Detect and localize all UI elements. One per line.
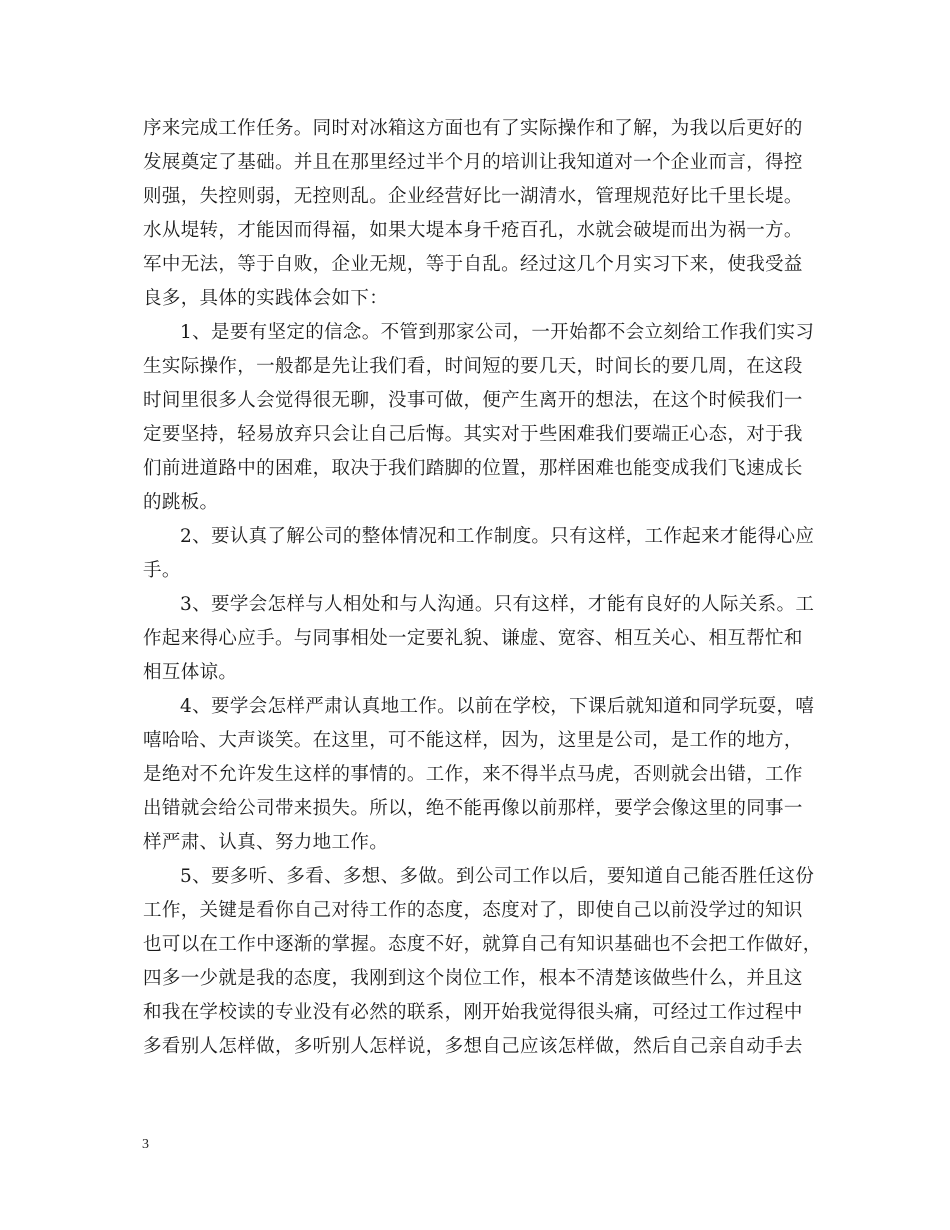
text-line: 多看别人怎样做，多听别人怎样说，多想自己应该怎样做，然后自己亲自动手去 xyxy=(143,1036,803,1057)
text-line: 的跳板。 xyxy=(143,492,219,513)
text-line: 时间里很多人会觉得很无聊，没事可做，便产生离开的想法，在这个时候我们一 xyxy=(143,390,803,411)
text-line: 工作，关键是看你自己对待工作的态度，态度对了，即使自己以前没学过的知识 xyxy=(143,900,803,921)
text-line: 军中无法，等于自败，企业无规，等于自乱。经过这几个月实习下来，使我受益 xyxy=(143,254,803,275)
paragraph-5-start: 5、要多听、多看、多想、多做。到公司工作以后，要知道自己能否胜任这份 xyxy=(180,866,815,887)
text-line: 则强，失控则弱，无控则乱。企业经营好比一湖清水，管理规范好比千里长堤。 xyxy=(143,186,803,207)
text-line: 定要坚持，轻易放弃只会让自己后悔。其实对于些困难我们要端正心态，对于我 xyxy=(143,424,803,445)
page-number: 3 xyxy=(142,1137,149,1152)
paragraph-4-start: 4、要学会怎样严肃认真地工作。以前在学校，下课后就知道和同学玩耍，嘻 xyxy=(180,696,815,717)
text-line: 生实际操作，一般都是先让我们看，时间短的要几天，时间长的要几周，在这段 xyxy=(143,356,803,377)
text-line: 和我在学校读的专业没有必然的联系，刚开始我觉得很头痛，可经过工作过程中 xyxy=(143,1002,803,1023)
text-line: 嘻哈哈、大声谈笑。在这里，可不能这样，因为，这里是公司，是工作的地方， xyxy=(143,730,803,751)
text-line: 出错就会给公司带来损失。所以，绝不能再像以前那样，要学会像这里的同事一 xyxy=(143,798,803,819)
text-line: 也可以在工作中逐渐的掌握。态度不好，就算自己有知识基础也不会把工作做好， xyxy=(143,934,822,955)
text-line: 四多一少就是我的态度，我刚到这个岗位工作，根本不清楚该做些什么，并且这 xyxy=(143,968,803,989)
paragraph-1-start: 1、是要有坚定的信念。不管到那家公司，一开始都不会立刻给工作我们实习 xyxy=(180,322,815,343)
text-line: 发展奠定了基础。并且在那里经过半个月的培训让我知道对一个企业而言，得控 xyxy=(143,152,803,173)
text-line: 良多，具体的实践体会如下： xyxy=(143,288,389,309)
text-line: 样严肃、认真、努力地工作。 xyxy=(143,832,389,853)
text-line: 水从堤转，才能因而得福，如果大堤本身千疮百孔，水就会破堤而出为祸一方。 xyxy=(143,220,803,241)
paragraph-2-start: 2、要认真了解公司的整体情况和工作制度。只有这样，工作起来才能得心应 xyxy=(180,526,815,547)
text-line: 作起来得心应手。与同事相处一定要礼貌、谦虚、宽容、相互关心、相互帮忙和 xyxy=(143,628,803,649)
text-line: 序来完成工作任务。同时对冰箱这方面也有了实际操作和了解，为我以后更好的 xyxy=(143,118,803,139)
text-line: 是绝对不允许发生这样的事情的。工作，来不得半点马虎，否则就会出错，工作 xyxy=(143,764,803,785)
body-text xyxy=(143,112,823,1064)
paragraph-3-start: 3、要学会怎样与人相处和与人沟通。只有这样，才能有良好的人际关系。工 xyxy=(180,594,815,615)
text-line: 们前进道路中的困难，取决于我们踏脚的位置，那样困难也能变成我们飞速成长 xyxy=(143,458,803,479)
text-line: 手。 xyxy=(143,560,181,581)
text-line: 相互体谅。 xyxy=(143,662,238,683)
